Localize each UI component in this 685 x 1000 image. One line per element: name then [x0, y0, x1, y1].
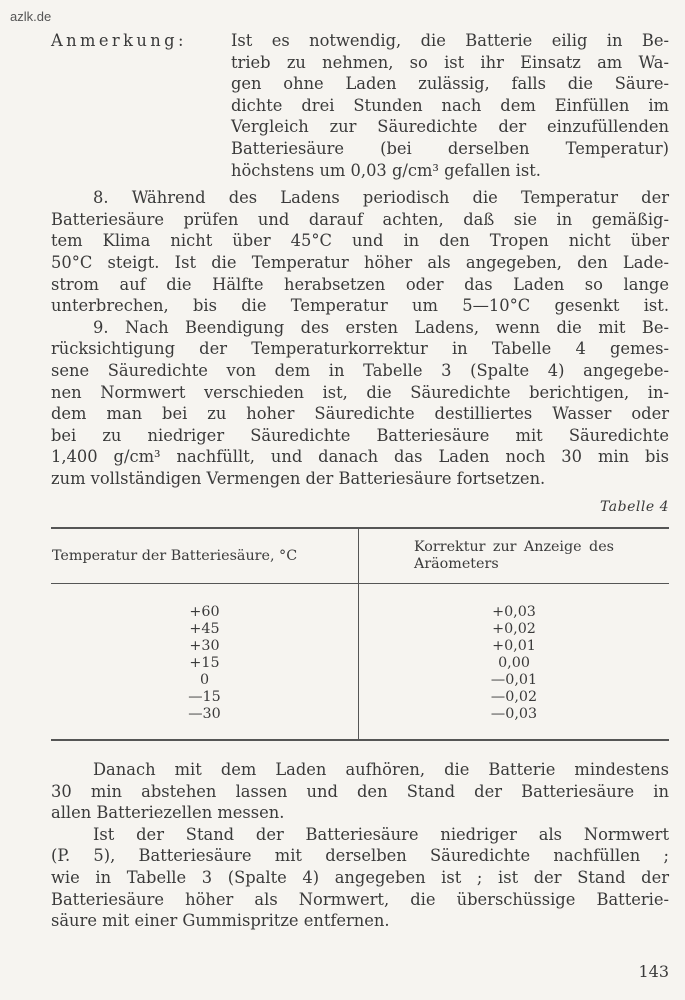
text-line: 9. Nach Beendigung des ersten Ladens, wenn die mit Be-	[93, 317, 669, 337]
table-cell: —30	[51, 706, 359, 740]
note-label: Anmerkung:	[51, 31, 187, 50]
text-line: strom auf die Hälfte herabsetzen oder das Laden so lange	[51, 274, 669, 294]
text-line: unterbrechen, bis die Temperatur um 5—10°C gesenkt ist.	[51, 296, 669, 316]
table-cell: +30	[51, 638, 359, 655]
table-cell: —0,01	[490, 672, 538, 689]
text-line: sene Säuredichte von dem in Tabelle 3 (Spalte 4) angegebe-	[51, 360, 669, 380]
table-row	[51, 638, 669, 655]
note-body	[231, 30, 669, 181]
table-row	[51, 689, 669, 706]
text-line: dichte drei Stunden nach dem Einfüllen im	[231, 95, 669, 115]
text-line: 30 min abstehen lassen und den Stand der Batteriesäure in	[51, 781, 669, 801]
text-line: Ist der Stand der Batteriesäure niedriger als Normwert	[93, 824, 669, 844]
page-content	[51, 30, 669, 932]
text-line: Batteriesäure (bei derselben Temperatur)	[231, 138, 669, 158]
table-row	[51, 621, 669, 638]
table-cell: +0,01	[492, 638, 536, 655]
table-row	[51, 672, 669, 689]
text-line: gen ohne Laden zulässig, falls die Säure-	[231, 74, 669, 94]
text-line: bei zu niedriger Säuredichte Batteriesäure mit Säuredichte	[51, 425, 669, 445]
table-cell: 0	[51, 672, 359, 689]
table-header-temperature: Temperatur der Batteriesäure, °C	[51, 528, 359, 584]
text-line: allen Batteriezellen messen.	[51, 803, 285, 823]
paragraph-8	[51, 187, 669, 317]
paragraph-after-table-2	[51, 824, 669, 932]
table-cell: +45	[51, 621, 359, 638]
text-line: säure mit einer Gummispritze entfernen.	[51, 911, 390, 931]
text-line: (P. 5), Batteriesäure mit derselben Säuredichte nachfüllen ;	[51, 846, 669, 866]
text-line: 8. Während des Ladens periodisch die Temperatur der	[93, 188, 669, 208]
text-line: trieb zu nehmen, so ist ihr Einsatz am Wa-	[231, 52, 669, 72]
text-line: Ist es notwendig, die Batterie eilig in Be-	[231, 31, 669, 50]
table-cell: 0,00	[498, 655, 530, 672]
text-line: Batteriesäure prüfen und darauf achten, daß sie in gemäßig-	[51, 209, 669, 229]
text-line: wie in Tabelle 3 (Spalte 4) angegeben ist ; ist der Stand der	[51, 868, 669, 888]
text-line: zum vollständigen Vermengen der Batteriesäure fortsetzen.	[51, 468, 546, 488]
text-line: Danach mit dem Laden aufhören, die Batterie mindestens	[93, 760, 669, 780]
paragraph-after-table-1	[51, 759, 669, 824]
table-row	[51, 584, 669, 622]
table-row	[51, 655, 669, 672]
text-line: Vergleich zur Säuredichte der einzufüllenden	[231, 117, 669, 137]
text-line: Batteriesäure höher als Normwert, die überschüssige Batterie-	[51, 889, 669, 909]
table-cell: +0,03	[492, 604, 536, 621]
table-cell: +0,02	[492, 621, 536, 638]
table-caption: Tabelle 4	[600, 499, 669, 516]
note-block	[51, 30, 669, 181]
table-cell: +60	[51, 584, 359, 622]
correction-table	[51, 527, 669, 741]
text-line: 50°C steigt. Ist die Temperatur höher als angegeben, den Lade-	[51, 252, 669, 272]
text-line: nen Normwert verschieden ist, die Säuredichte berichtigen, in-	[51, 382, 669, 402]
table-cell: —0,03	[490, 706, 538, 723]
table-cell: —0,02	[490, 689, 538, 706]
table-cell: —15	[51, 689, 359, 706]
paragraph-9	[51, 317, 669, 490]
text-line: tem Klima nicht über 45°C und in den Tropen nicht über	[51, 231, 669, 251]
table-cell: +15	[51, 655, 359, 672]
text-line: rücksichtigung der Temperaturkorrektur in Tabelle 4 gemes-	[51, 339, 669, 359]
text-line: 1,400 g/cm³ nachfüllt, und danach das Laden noch 30 min bis	[51, 447, 669, 467]
watermark-text: azlk.de	[10, 9, 52, 24]
text-line: höchstens um 0,03 g/cm³ gefallen ist.	[231, 160, 541, 180]
table-row	[51, 706, 669, 740]
text-line: dem man bei zu hoher Säuredichte destilliertes Wasser oder	[51, 404, 669, 424]
table-header-correction: Korrektur zur Anzeige des Aräometers	[359, 528, 670, 584]
page-number: 143	[638, 962, 669, 981]
